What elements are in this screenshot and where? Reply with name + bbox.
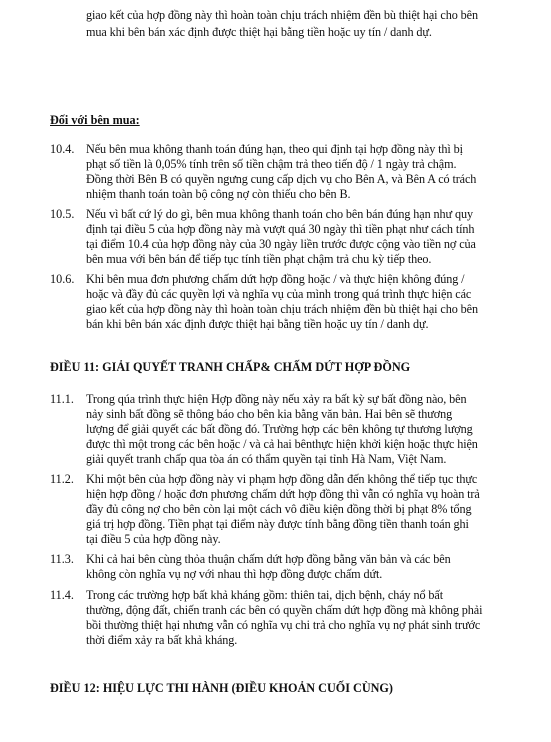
clause-number: 11.1. [50,392,74,406]
clause-line: giao kết của hợp đồng này thì hoàn toàn chịu trách nhiệm đền bù thiệt hại cho bên [86,302,478,316]
buyer-section-heading: Đối với bên mua: [50,113,140,127]
clause-line: giá trị hợp đồng. Tiền phạt tại điểm này được tính bằng đồng tiền thanh toán ghi [86,517,469,531]
clause-line: không còn nghĩa vụ nợ với nhau thì hợp đồng được chấm dứt. [86,567,383,581]
clause-line: thường, động đất, chiến tranh các bên có quyền chấm dứt hợp đồng mà không phải [86,603,483,617]
clause-line: nhiệm thanh toán toàn bộ công nợ còn thiếu cho bên B. [86,187,351,201]
clause-number: 10.5. [50,207,75,221]
clause-line: định tại điều 5 của hợp đồng này mà vượt quá 30 ngày thì tiền phạt như cách tính [86,222,475,236]
clause-line: tại điều 5 của hợp đồng này. [86,532,221,546]
article-12-heading: ĐIỀU 12: HIỆU LỰC THI HÀNH (ĐIỀU KHOẢN CUỐI CÙNG) [50,681,393,695]
clause-line: phạt số tiền là 0,05% tính trên số tiền chậm trả theo tiến độ / 1 ngày trả chậm. [86,157,457,171]
clause-line: bán khi bên bán xác định được thiệt hại bằng tiền hoặc uy tín / danh dự. [86,317,429,331]
clause-line: tại điểm 10.4 của hợp đồng này của 30 ngày liền trước được cộng vào tiền nợ của [86,237,476,251]
clause-line: hoặc và đầy đủ các quyền lợi và nghĩa vụ của mình trong quá trình thực hiện các [86,287,472,301]
intro-line: mua khi bên bán xác định được thiệt hại bằng tiền hoặc uy tín / danh dự. [86,25,432,39]
clause-line: Nếu bên mua không thanh toán đúng hạn, theo qui định tại hợp đồng này thì bị [86,142,463,156]
clause-number: 10.4. [50,142,75,156]
clause-line: Trong các trường hợp bất khả kháng gồm: thiên tai, dịch bệnh, cháy nổ bất [86,588,443,602]
intro-line: giao kết của hợp đồng này thì hoàn toàn chịu trách nhiệm đền bù thiệt hại cho bên [86,8,478,22]
clause-number: 11.4. [50,588,74,602]
clause-line: đầy đủ công nợ cho bên còn lại một cách vô điều kiện đồng thời bị phạt 8% tổng [86,502,472,516]
clause-line: lượng để giải quyết các bất đồng đó. Trường hợp các bên không tự thương lượng [86,422,473,436]
clause-line: được thì một trong các bên hoặc / và cả hai bênthực hiện khởi kiện hoặc thực hiện [86,437,478,451]
clause-line: bên mua với bên bán để tiếp tục tính tiền phạt chậm trả chu kỳ tiếp theo. [86,252,432,266]
clause-line: Trong qúa trình thực hiện Hợp đồng này nếu xảy ra bất kỳ sự bất đồng nào, bên [86,392,467,406]
clause-line: giải quyết tranh chấp qua tòa án có thẩm quyền tại tỉnh Hà Nam, Việt Nam. [86,452,447,466]
clause-line: Đồng thời Bên B có quyền ngưng cung cấp dịch vụ cho Bên A, và Bên A có trách [86,172,477,186]
clause-number: 11.2. [50,472,74,486]
clause-line: Khi một bên của hợp đồng này vi phạm hợp đồng dẫn đến không thể tiếp tục thực [86,472,478,486]
clause-line: bồi thường thiệt hại nhưng vẫn có nghĩa vụ chi trả cho nghĩa vụ nợ phát sinh trước [86,618,481,632]
clause-line: Khi cả hai bên cùng thỏa thuận chấm dứt hợp đồng bằng văn bản và các bên [86,552,451,566]
clause-line: Khi bên mua đơn phương chấm dứt hợp đồng hoặc / và thực hiện không đúng / [86,272,465,286]
clause-number: 11.3. [50,552,74,566]
clause-line: nảy sinh bất đồng sẽ thông báo cho bên kia bằng văn bản. Hai bên sẽ thương [86,407,453,421]
clause-number: 10.6. [50,272,75,286]
article-11-heading: ĐIỀU 11: GIẢI QUYẾT TRANH CHẤP& CHẤM DỨT HỢP ĐỒNG [50,360,411,374]
clause-line: hiện hợp đồng / hoặc đơn phương chấm dứt hợp đồng thì vẫn có nghĩa vụ hoàn trả [86,487,480,501]
clause-line: thời điểm xảy ra bất khả kháng. [86,633,238,647]
clause-line: Nếu vì bất cứ lý do gì, bên mua không thanh toán cho bên bán đúng hạn như quy [86,207,473,221]
